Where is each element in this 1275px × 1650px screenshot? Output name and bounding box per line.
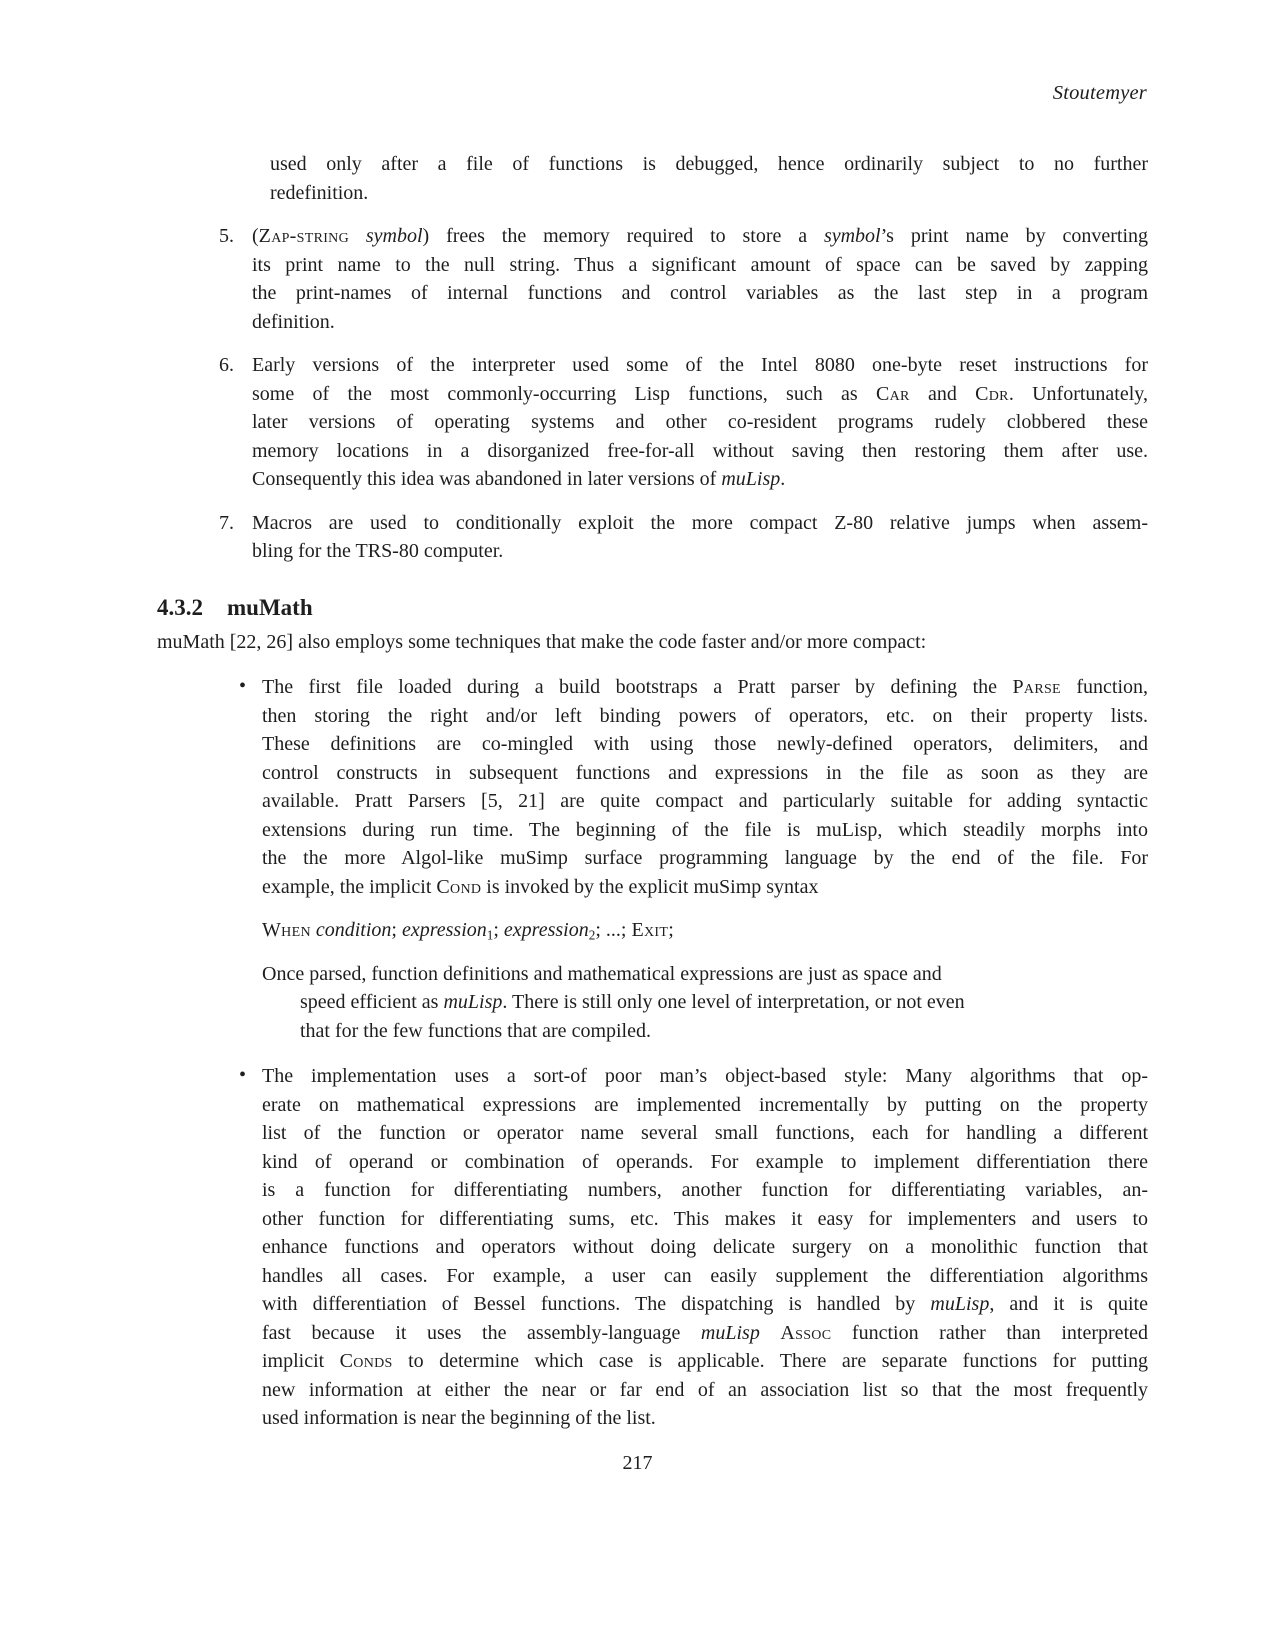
text-line: The first file loaded during a build bootstraps a Pratt parser by defining the Parse function, [262, 676, 1148, 698]
text-line: These definitions are co-mingled with using those newly-defined operators, delimiters, and [262, 733, 1148, 755]
text-line: extensions during run time. The beginning of the file is muLisp, which steadily morphs into [262, 818, 1148, 841]
text-line: with differentiation of Bessel functions. The dispatching is handled by muLisp, and it is quite [262, 1293, 1148, 1315]
text-line: then storing the right and/or left binding powers of operators, etc. on their property lists. [262, 704, 1148, 727]
text-line: Once parsed, function definitions and mathematical expressions are just as space and [262, 962, 942, 985]
item-text [252, 222, 1148, 336]
bullet-item [157, 673, 1148, 901]
text-line: later versions of operating systems and other co-resident programs rudely clobbered these [252, 411, 1148, 433]
text-line: implicit Conds to determine which case is applicable. There are separate functions for putting [262, 1350, 1148, 1372]
text-line: redefinition. [270, 181, 369, 204]
text-line: fast because it uses the assembly-language muLisp Assoc function rather than interpreted [262, 1321, 1148, 1344]
text-line: is a function for differentiating numbers, another function for differentiating variables, an- [262, 1179, 1148, 1201]
text-line: the the more Algol-like muSimp surface programming language by the end of the file. For [262, 847, 1148, 869]
text-line: Early versions of the interpreter used some of the Intel 8080 one-byte reset instructions for [252, 354, 1148, 376]
item-number: 6. [219, 354, 234, 376]
bullet-item [157, 1062, 1148, 1433]
section-number: 4.3.2 [157, 594, 203, 620]
text-line: available. Pratt Parsers [5, 21] are quite compact and particularly suitable for adding syntactic [262, 790, 1148, 812]
text-line: definition. [252, 310, 335, 333]
text-line: The implementation uses a sort-of poor man’s object-based style: Many algorithms that op- [262, 1065, 1148, 1087]
text-line: erate on mathematical expressions are implemented incrementally by putting on the property [262, 1093, 1148, 1116]
text-line: Macros are used to conditionally exploit the more compact Z-80 relative jumps when assem- [252, 511, 1148, 534]
text-line: other function for differentiating sums, etc. This makes it easy for implementers and users to [262, 1207, 1148, 1230]
text-line: Consequently this idea was abandoned in later versions of muLisp. [252, 468, 786, 490]
text-line: used only after a file of functions is debugged, hence ordinarily subject to no further [270, 153, 1148, 175]
item-text [252, 509, 1148, 566]
text-line: list of the function or operator name several small functions, each for handling a different [262, 1122, 1148, 1144]
text-line: speed efficient as muLisp. There is still only one level of interpretation, or not even [300, 991, 965, 1013]
text-line: kind of operand or combination of operands. For example to implement differentiation there [262, 1150, 1148, 1173]
item4-continuation-paragraph [270, 150, 1148, 207]
text-line: example, the implicit Cond is invoked by the explicit muSimp syntax [262, 875, 819, 898]
once-parsed-paragraph [262, 960, 1148, 1046]
bullet-marker-icon: • [239, 1064, 247, 1086]
text-line: muMath [22, 26] also employs some techniques that make the code faster and/or more compact: [157, 630, 927, 653]
numbered-item-5 [157, 222, 1148, 336]
footer-page-number: 217 [622, 1452, 653, 1474]
section-heading [157, 592, 1148, 624]
running-head-author: Stoutemyer [1052, 82, 1147, 104]
numbered-item-7 [157, 509, 1148, 566]
page-body [157, 150, 1148, 1433]
musimp-syntax-line [262, 916, 1148, 945]
section-title: muMath [227, 594, 313, 620]
text-line: enhance functions and operators without doing delicate surgery on a monolithic function that [262, 1236, 1148, 1258]
text-line: new information at either the near or far end of an association list so that the most frequently [262, 1378, 1148, 1401]
item-text [262, 1062, 1148, 1433]
section-intro-paragraph [157, 628, 1148, 657]
item-number: 7. [219, 511, 234, 534]
text-line: control constructs in subsequent functions and expressions in the file as soon as they are [262, 761, 1148, 784]
text-line: handles all cases. For example, a user can easily supplement the differentiation algorithms [262, 1264, 1148, 1287]
item-text [252, 351, 1148, 494]
text-line: bling for the TRS-80 computer. [252, 540, 504, 562]
item-text [262, 673, 1148, 901]
text-line: used information is near the beginning of the list. [262, 1407, 656, 1429]
text-line: that for the few functions that are compiled. [300, 1019, 651, 1042]
text-line: the print-names of internal functions and control variables as the last step in a program [252, 282, 1148, 304]
text-line: When condition; expression$_1$; expression$_2$; ...; Exit; [262, 919, 674, 943]
text-line: some of the most commonly-occurring Lisp functions, such as Car and Cdr. Unfortunately, [252, 382, 1148, 405]
numbered-item-6 [157, 351, 1148, 494]
bullet-marker-icon: • [239, 675, 247, 697]
item-number: 5. [219, 225, 234, 247]
body-blocks-before-heading [157, 150, 1148, 566]
text-line: memory locations in a disorganized free-for-all without saving then restoring them after use. [252, 439, 1148, 462]
text-line: its print name to the null string. Thus a significant amount of space can be saved by zapping [252, 253, 1148, 276]
text-line: (Zap-string symbol) frees the memory required to store a symbol’s print name by converting [252, 225, 1149, 247]
body-blocks-after-heading [157, 628, 1148, 1433]
